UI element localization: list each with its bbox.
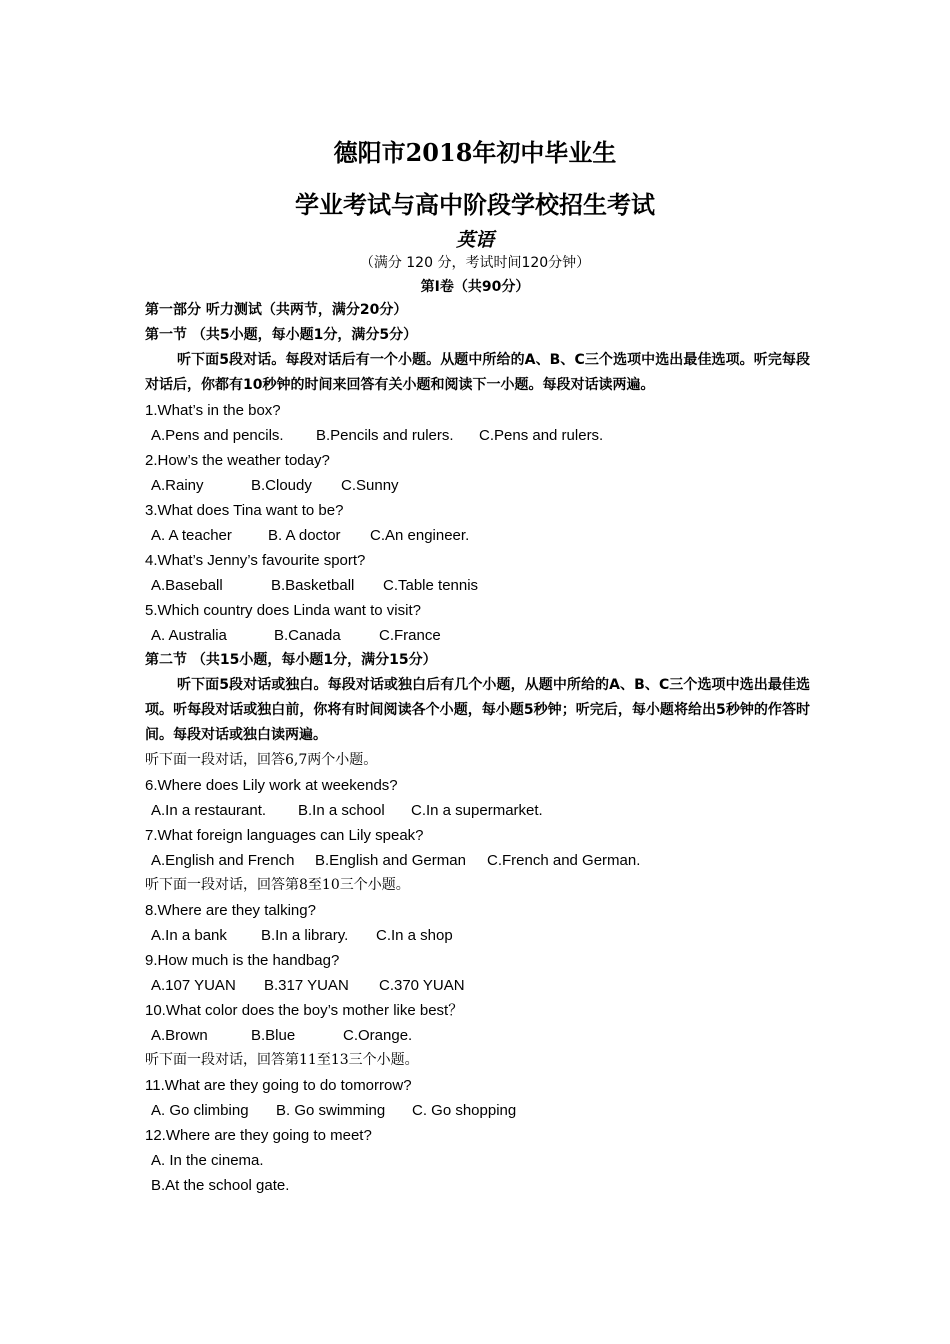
option-c: C.Table tennis bbox=[383, 577, 479, 594]
option-a: A. Australia bbox=[151, 627, 227, 644]
exam-content bbox=[145, 298, 810, 1198]
option-b: B.In a school bbox=[298, 802, 385, 819]
option-b: B.In a library. bbox=[261, 927, 349, 944]
question-options bbox=[145, 1023, 810, 1048]
option-c: C.370 YUAN bbox=[379, 977, 465, 994]
question-stem: 1.What’s in the box? bbox=[145, 402, 281, 419]
section1-instructions: 听下面5段对话。每段对话后有一个小题。从题中所给的A、B、C三个选项中选出最佳选项。听完每段对话后，你都有10秒钟的时间来回答有关小题和阅读下一小题。每段对话读两遍。 bbox=[145, 352, 810, 393]
option-c: C.In a shop bbox=[376, 927, 453, 944]
option-c: C.Orange. bbox=[343, 1027, 413, 1044]
option-c: C.Pens and rulers. bbox=[479, 427, 604, 444]
question-options bbox=[145, 523, 810, 548]
question-stem: 6.Where does Lily work at weekends? bbox=[145, 777, 398, 794]
question-stem: 11.What are they going to do tomorrow? bbox=[145, 1077, 412, 1094]
option-a: A.Baseball bbox=[151, 577, 223, 594]
question-stem: 12.Where are they going to meet? bbox=[145, 1127, 372, 1144]
option-b: B.317 YUAN bbox=[264, 977, 349, 994]
option-a: A.In a restaurant. bbox=[151, 802, 267, 819]
option-c: C.Sunny bbox=[341, 477, 399, 494]
option-a: A.In a bank bbox=[151, 927, 227, 944]
option-b: B.Blue bbox=[251, 1027, 296, 1044]
question-options bbox=[145, 1098, 810, 1123]
question-options bbox=[145, 798, 810, 823]
exam-title-line-2: 学业考试与高中阶段学校招生考试 bbox=[295, 190, 655, 219]
volume-heading: 第Ⅰ卷（共90分） bbox=[420, 279, 530, 295]
option-b: B.Canada bbox=[274, 627, 341, 644]
option-a: A. A teacher bbox=[151, 527, 232, 544]
question-stem: 9.How much is the handbag? bbox=[145, 952, 340, 969]
question-options bbox=[145, 848, 810, 873]
option-b: B. A doctor bbox=[268, 527, 341, 544]
question-stem: 7.What foreign languages can Lily speak? bbox=[145, 827, 424, 844]
question-stem: 2.How’s the weather today? bbox=[145, 452, 330, 469]
option-b: B.At the school gate. bbox=[151, 1177, 290, 1194]
option-c: C.In a supermarket. bbox=[411, 802, 543, 819]
option-c: C.France bbox=[379, 627, 441, 644]
dialogue-note: 听下面一段对话，回答第11至13三个小题。 bbox=[145, 1052, 419, 1068]
option-b: B.Basketball bbox=[271, 577, 355, 594]
option-b: B.English and German bbox=[315, 852, 466, 869]
option-c: C.French and German. bbox=[487, 852, 641, 869]
subject-title: 英语 bbox=[455, 229, 494, 251]
section2-instructions: 听下面5段对话或独白。每段对话或独白后有几个小题，从题中所给的A、B、C三个选项中选出最佳选项。听每段对话或独白前，你将有时间阅读各个小题，每小题5秒钟；听完后，每小题将给出5秒钟的作答时间。每段对话或独白读两遍。 bbox=[145, 677, 810, 743]
question-stem: 5.Which country does Linda want to visit? bbox=[145, 602, 421, 619]
question-options bbox=[145, 423, 810, 448]
question-stem: 10.What color does the boy’s mother like best？ bbox=[145, 1002, 464, 1019]
section1-heading: 第一节 （共5小题，每小题1分，满分5分） bbox=[145, 327, 418, 343]
question-options bbox=[145, 573, 810, 598]
option-a: A.Brown bbox=[151, 1027, 208, 1044]
part1-heading: 第一部分 听力测试（共两节，满分20分） bbox=[145, 302, 408, 318]
question-stem: 8.Where are they talking? bbox=[145, 902, 316, 919]
option-b: B.Pencils and rulers. bbox=[316, 427, 454, 444]
question-options bbox=[145, 473, 810, 498]
section2-heading: 第二节 （共15小题，每小题1分，满分15分） bbox=[145, 652, 437, 668]
option-a: A.Rainy bbox=[151, 477, 204, 494]
dialogue-note: 听下面一段对话，回答6,7两个小题。 bbox=[145, 752, 378, 768]
option-b: B. Go swimming bbox=[276, 1102, 386, 1119]
question-options bbox=[145, 923, 810, 948]
option-b: B.Cloudy bbox=[251, 477, 312, 494]
question-options bbox=[145, 623, 810, 648]
question-options bbox=[145, 973, 810, 998]
option-a: A. In the cinema. bbox=[151, 1152, 264, 1169]
question-stem: 4.What’s Jenny’s favourite sport? bbox=[145, 552, 366, 569]
option-c: C. Go shopping bbox=[412, 1102, 517, 1119]
dialogue-note: 听下面一段对话，回答第8至10三个小题。 bbox=[145, 877, 410, 893]
option-a: A. Go climbing bbox=[151, 1102, 249, 1119]
question-stem: 3.What does Tina want to be? bbox=[145, 502, 344, 519]
option-a: A.107 YUAN bbox=[151, 977, 236, 994]
exam-title-line-1: 德阳市2018年初中毕业生 bbox=[333, 138, 617, 167]
option-a: A.Pens and pencils. bbox=[151, 427, 284, 444]
score-info: （满分 120 分，考试时间120分钟） bbox=[359, 255, 591, 271]
option-c: C.An engineer. bbox=[370, 527, 470, 544]
option-a: A.English and French bbox=[151, 852, 295, 869]
